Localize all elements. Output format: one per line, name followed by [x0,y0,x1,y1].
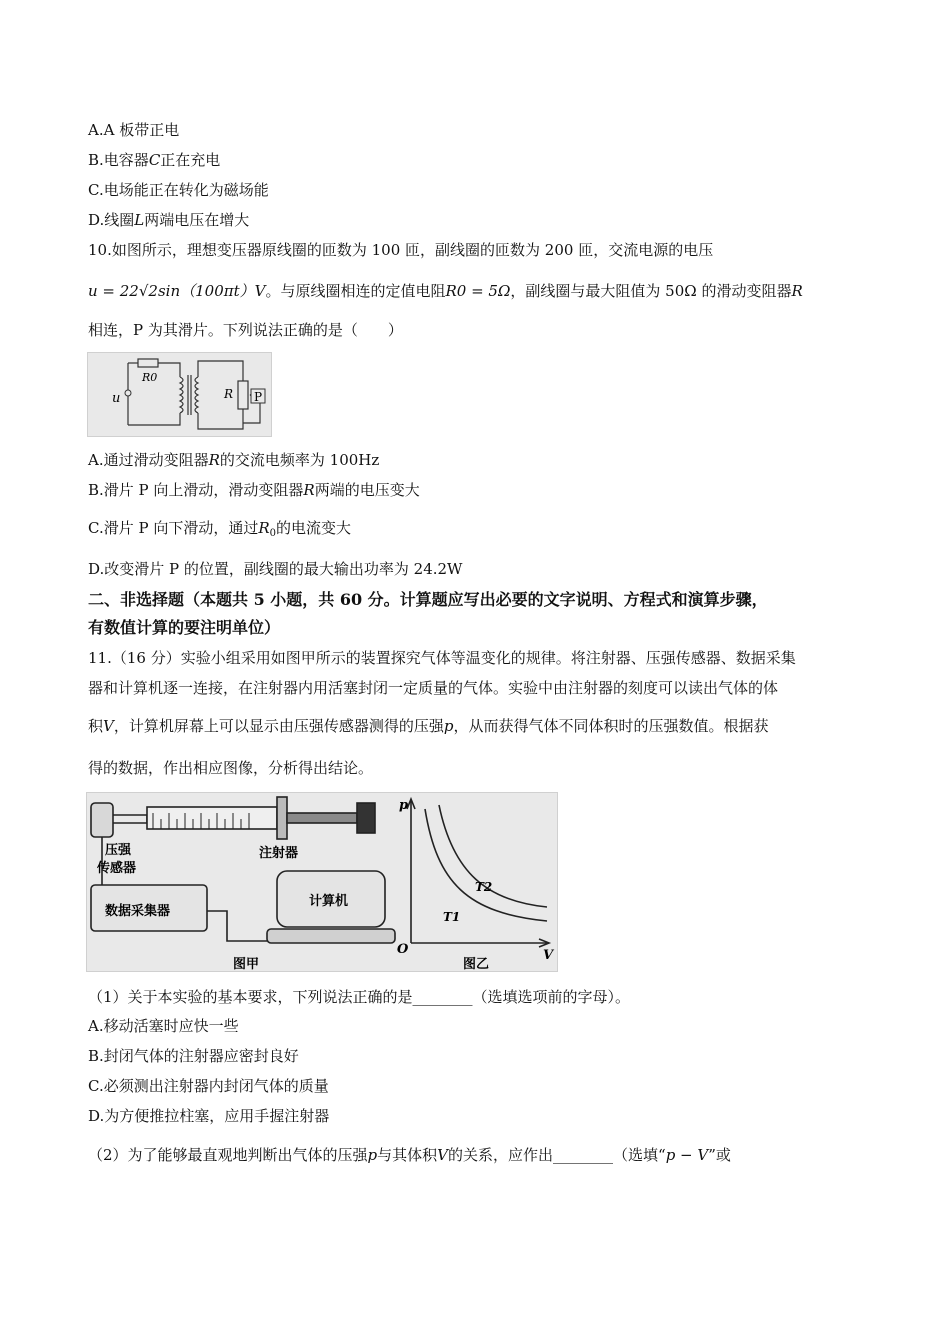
q11-figure-syringe-label: 注射器 [259,846,299,861]
q10-figure-label-r: R [224,387,234,401]
q11-figure-axis-p: p [399,798,409,813]
q11-figure-sensor-label-line1: 压强 [105,843,132,858]
q11-figure-caption-a: 图甲 [233,957,260,971]
q11-stem-line2: 器和计算机逐一连接，在注射器内用活塞封闭一定质量的气体。实验中由注射器的刻度可以读出气体的体 [88,679,779,697]
q11-figure-origin: O [397,942,409,957]
q10-option-b: B.滑片 P 向上滑动，滑动变阻器R两端的电压变大 [88,481,420,499]
q11-figure-sensor-label-line2: 传感器 [97,861,137,876]
q11-figure-computer-label: 计算机 [309,894,349,909]
q11-stem-line4: 得的数据，作出相应图像，分析得出结论。 [88,759,374,777]
q11-figure-axis-v: V [543,948,554,963]
q11-sub1-option-a: A.移动活塞时应快一些 [88,1017,239,1035]
q10-figure-label-p: P [254,390,263,404]
q10-figure-label-r0: R0 [142,371,158,384]
q10-circuit-figure [87,352,272,437]
q11-sub2-stem: （2）为了能够最直观地判断出气体的压强p与其体积V的关系，应作出________（选填“p − V”或 [88,1146,731,1164]
q9-option-b: B.电容器C正在充电 [88,151,221,169]
q11-figure-collector-label: 数据采集器 [105,904,171,919]
q11-sub1-stem: （1）关于本实验的基本要求，下列说法正确的是________（选填选项前的字母）。 [88,988,631,1006]
section2-heading-line2: 有数值计算的要注明单位） [88,618,281,637]
q10-option-d: D.改变滑片 P 的位置，副线圈的最大输出功率为 24.2W [88,560,463,578]
q10-stem-line3: 相连，P 为其滑片。下列说法正确的是（ ） [88,321,403,339]
q11-figure-t2: T2 [475,880,493,894]
q10-figure-label-u: u [112,391,121,406]
q11-apparatus-figure [86,792,558,972]
q10-voltage-formula: u = 22√2sin（100πt）V [88,282,266,300]
section2-heading-line1: 二、非选择题（本题共 5 小题，共 60 分。计算题应写出必要的文字说明、方程式和演算步骤， [88,590,768,609]
q10-option-a: A.通过滑动变阻器R的交流电频率为 100Hz [88,451,380,469]
q11-sub1-option-d: D.为方便推拉柱塞，应用手握注射器 [88,1107,330,1125]
q11-sub1-option-c: C.必须测出注射器内封闭气体的质量 [88,1077,329,1095]
q9-option-a: A.A 板带正电 [88,121,180,139]
q11-figure-t1: T1 [443,910,461,924]
q11-figure-caption-b: 图乙 [463,957,490,971]
q10-stem-line2: u = 22√2sin（100πt）V。与原线圈相连的定值电阻R0 = 5Ω，副线圈与最大阻值为 50Ω 的滑动变阻器R [88,282,803,300]
q10-option-c: C.滑片 P 向下滑动，通过$R_0$的电流变大 [88,519,352,539]
q10-stem-line1: 10.如图所示，理想变压器原线圈的匝数为 100 匝，副线圈的匝数为 200 匝，交流电源的电压 [88,241,714,259]
q10-r0-formula: R0 = 5Ω [445,282,511,300]
q9-option-c: C.电场能正在转化为磁场能 [88,181,269,199]
q9-option-d: D.线圈L两端电压在增大 [88,211,250,229]
q11-sub1-option-b: B.封闭气体的注射器应密封良好 [88,1047,299,1065]
q11-stem-line1: 11.（16 分）实验小组采用如图甲所示的装置探究气体等温变化的规律。将注射器、压强传感器、数据采集 [88,649,796,667]
q11-stem-line3: 积V，计算机屏幕上可以显示由压强传感器测得的压强p，从而获得气体不同体积时的压强数值。根据获 [88,717,769,735]
